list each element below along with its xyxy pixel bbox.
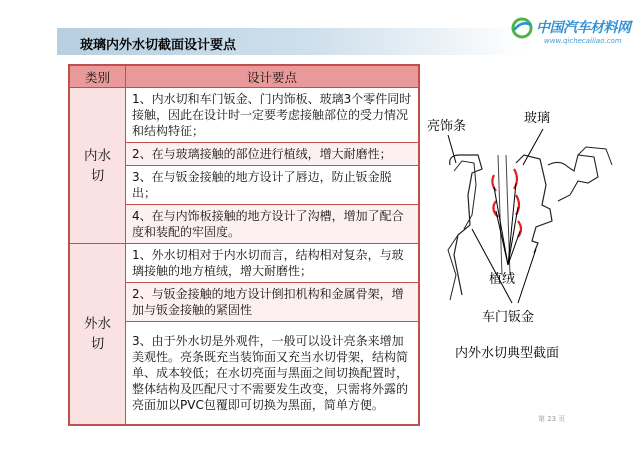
design-points-table — [68, 64, 420, 426]
seal-cross-section-diagram — [428, 125, 628, 315]
table-row — [69, 244, 419, 283]
inner-trim-outline — [548, 155, 598, 201]
site-logo — [510, 14, 632, 50]
flock-leader-line — [496, 211, 508, 265]
point-cell: 3、由于外水切是外观件，一般可以设计亮条来增加美观性。亮条既充当装饰面又充当水切骨架，结构简单、成本较低；在水切亮面与黑面之间切换配置时，整体结构及匹配尺寸不需要发生改变，只需将外露的亮面加以PVC包覆即可切换为黑面，简单方便。 — [126, 322, 420, 426]
point-cell: 4、在与内饰板接触的地方设计了沟槽，增加了配合度和装配的牢固度。 — [126, 205, 420, 244]
page-number: 第 23 页 — [538, 415, 566, 423]
table-row — [69, 88, 419, 143]
point-cell: 3、在与钣金接触的地方设计了唇边，防止钣金脱出； — [126, 166, 420, 205]
outer-seal-inner — [454, 161, 476, 229]
logo-url: www.qichecailiao.com — [544, 37, 622, 45]
trim-leader-line — [448, 135, 456, 163]
page-title: 玻璃内外水切截面设计要点 — [80, 38, 237, 53]
inner-seal-outline — [516, 155, 552, 253]
logo-text: 中国汽车材料网 — [536, 20, 631, 36]
category-outer-seal: 外水切 — [69, 244, 126, 426]
logo-swirl-icon — [510, 16, 534, 40]
point-cell: 1、内水切和车门钣金、门内饰板、玻璃3个零件同时接触，因此在设计时一定要考虑接触部位的受力情况和结构特征； — [126, 88, 420, 143]
label-glass: 玻璃 — [524, 111, 551, 126]
label-flocking: 植绒 — [489, 272, 516, 287]
diagram-caption: 内外水切典型截面 — [455, 346, 560, 361]
point-cell: 2、与钣金接触的地方设计倒扣机构和金属骨架，增加与钣金接触的紧固性 — [126, 283, 420, 322]
header-category: 类别 — [69, 65, 126, 88]
point-cell: 2、在与玻璃接触的部位进行植绒，增大耐磨性； — [126, 143, 420, 166]
point-cell: 1、外水切相对于内水切而言，结构相对复杂，与玻璃接触的地方植绒，增大耐磨性； — [126, 244, 420, 283]
category-inner-seal: 内水切 — [69, 88, 126, 244]
label-trim: 亮饰条 — [427, 119, 467, 134]
glass-pane — [498, 155, 510, 275]
table-header-row — [69, 65, 419, 88]
header-points: 设计要点 — [126, 65, 420, 88]
sheetmetal-leader-line — [472, 229, 512, 303]
sheetmetal-leader-line — [518, 249, 536, 303]
label-door-sheetmetal: 车门钣金 — [482, 310, 535, 325]
